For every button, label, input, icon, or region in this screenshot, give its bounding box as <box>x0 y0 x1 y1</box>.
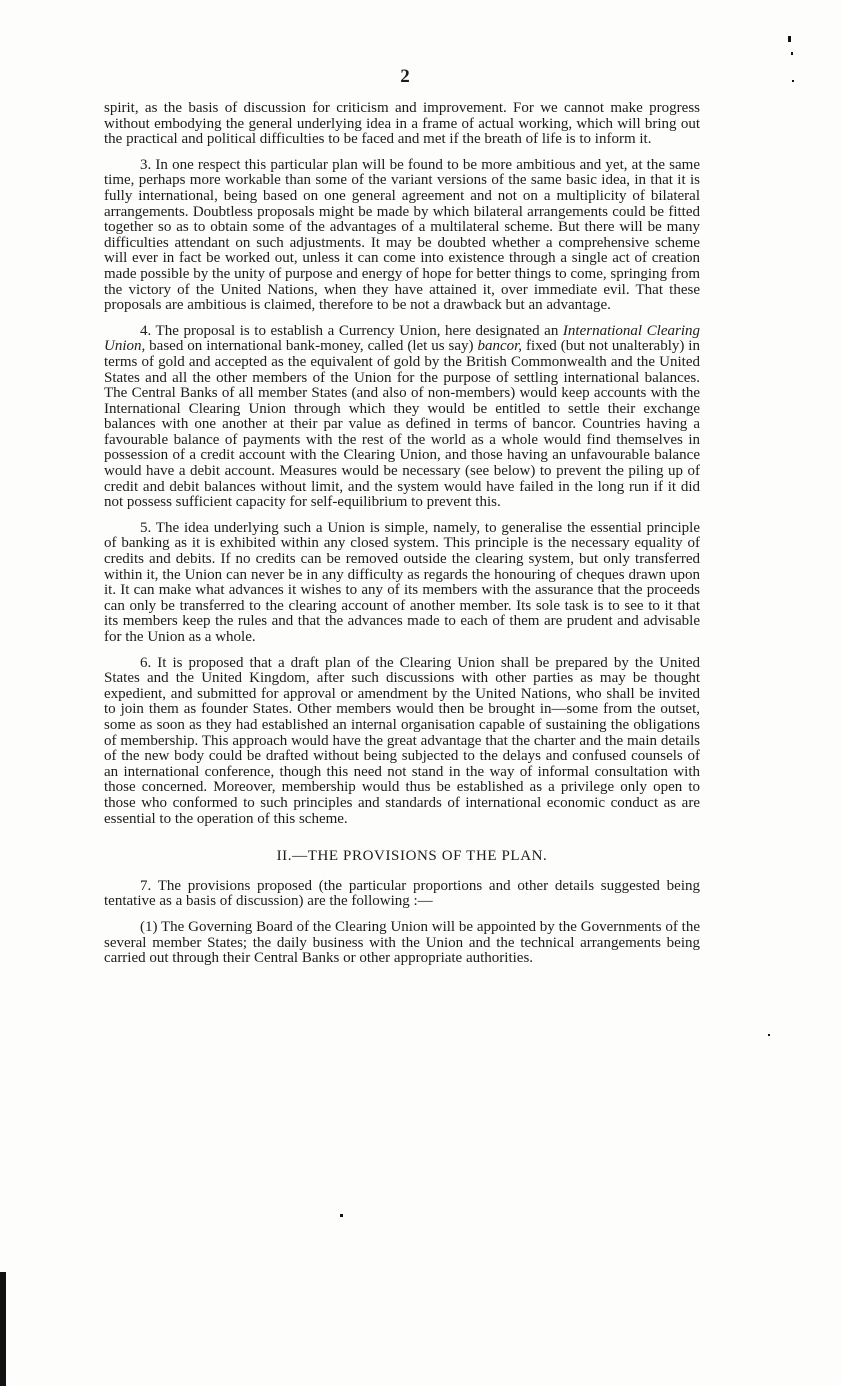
bancor-term: bancor, <box>477 338 523 355</box>
paragraph-7: 7. The provisions proposed (the particular proportions and other details suggested being tentative as a basis of discussion) are the following :— <box>104 877 700 910</box>
scan-speck <box>768 1034 770 1036</box>
page-number: 2 <box>400 66 410 87</box>
scan-edge-mark <box>0 1272 6 1386</box>
paragraph-5: 5. The idea underlying such a Union is simple, namely, to generalise the essential principle of banking as it is exhibited within any closed system. This principle is the necessary equality of credits and debits. If no credits can be removed outside the clearing system, but only transferred within it, the Union can never be in any difficulty as regards the honouring of cheques drawn upon it. It can make what advances it wishes to any of its members with the assurance that the proceeds can only be transferred to the clearing account of another member. Its sole task is to see to it that its members keep the rules and that the advances made to each of them are prudent and advisable for the Union as a whole. <box>104 519 700 645</box>
paragraph-3: 3. In one respect this particular plan will be found to be more ambitious and yet, at the same time, perhaps more workable than some of the variant versions of the same basic idea, in that it is fully international, being based on one general agreement and not on a multiplicity of bilateral arrangements. Doubtless proposals might be made by which bilateral arrangements could be fitted together so as to obtain some of the advantages of a multilateral scheme. But there will be many difficulties attendant on such adjustments. It may be doubted whether a comprehensive scheme will ever in fact be worked out, unless it can come into existence through a single act of creation made possible by the unity of purpose and energy of hope for better things to come, springing from the victory of the United Nations, when they have attained it, over immediate evil. That these proposals are ambitious is claimed, therefore to be not a drawback but an advantage. <box>104 156 700 314</box>
scan-speck <box>340 1214 343 1217</box>
section-heading: II.—THE PROVISIONS OF THE PLAN. <box>276 848 548 865</box>
paragraph-4-rest: fixed (but not unalterably) in terms of gold and accepted as the equivalent of gold by the British Commonwealth and the United States and all the other members of the Union for the purpose of settling international balances. The Central Banks of all member States (and also of non-members) would keep accounts with the International Clearing Union through which they would be entitled to settle their exchange balances with one another at their par value as defined in terms of bancor. Countries having a favourable balance of payments with the rest of the world as a whole would find themselves in possession of a credit account with the Clearing Union, and those having an unfavourable balance would have a debit account. Measures would be necessary (see below) to prevent the piling up of credit and debit balances without limit, and the system would have failed in the long run if it did not possess sufficient capacity for self-equilibrium to prevent this. <box>104 338 700 511</box>
scan-speck <box>788 36 791 42</box>
paragraph-4 <box>104 324 700 511</box>
provision-1: (1) The Governing Board of the Clearing Union will be appointed by the Governments of the several member States; the daily business with the Union and the technical arrangements being carried out through their Central Banks or other appropriate authorities. <box>104 918 700 967</box>
scan-speck <box>792 80 794 82</box>
scan-speck <box>791 52 793 55</box>
document-body <box>104 101 700 977</box>
clearing-union-term: International Clearing Union, <box>104 322 700 355</box>
paragraph-4-middle: based on international bank-money, called (let us say) <box>145 338 478 355</box>
paragraph-6: 6. It is proposed that a draft plan of the Clearing Union shall be prepared by the United States and the United Kingdom, after such discussions with other parties as may be thought expedient, and submitted for approval or amendment by the United Nations, who shall be invited to join them as founder States. Other members would then be brought in—some from the outset, some as soon as they had established an internal organisation capable of sustaining the obligations of membership. This approach would have the great advantage that the charter and the main details of the new body could be drafted without being subjected to the delays and confused counsels of an international conference, though this need not stand in the way of informal consultation with those concerned. Moreover, membership would thus be established as a privilege only open to those who conformed to such principles and standards of international economic conduct as are essential to the operation of this scheme. <box>104 654 700 827</box>
paragraph-4-intro: 4. The proposal is to establish a Currency Union, here designated an <box>140 322 563 339</box>
paragraph-continuation: spirit, as the basis of discussion for criticism and improvement. For we cannot make progress without embodying the general underlying idea in a frame of actual working, which will bring out the practical and political difficulties to be faced and met if the breath of life is to inform it. <box>104 100 700 148</box>
